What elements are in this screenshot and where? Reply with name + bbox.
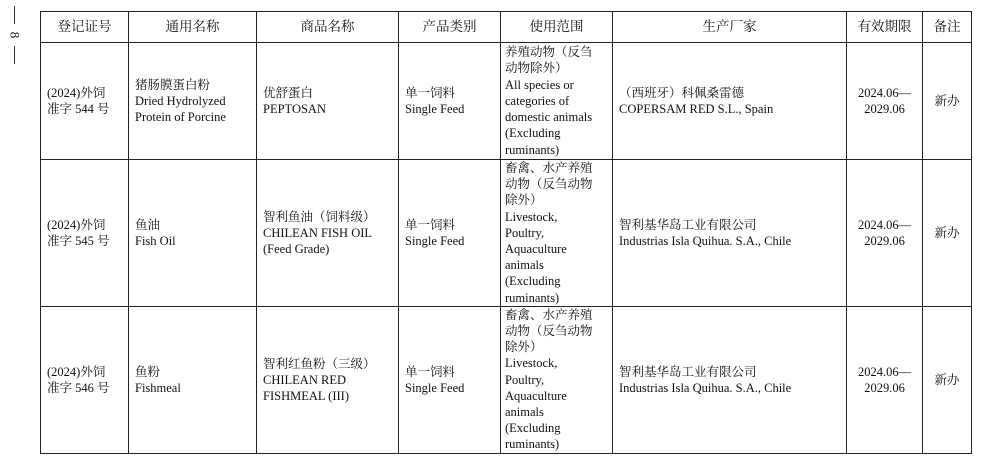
cell-generic-name: 猪肠膜蛋白粉 Dried Hydrolyzed Protein of Porcine (129, 43, 257, 160)
page-marker-bottom-rule (14, 46, 15, 64)
cell-category: 单一饲料 Single Feed (399, 160, 501, 307)
page-number: 8 (7, 31, 22, 39)
page-number-marker (6, 6, 22, 76)
cell-note: 新办 (923, 160, 972, 307)
table-row (41, 43, 972, 160)
cell-scope: 畜禽、水产养殖 动物（反刍动物 除外） Livestock, Poultry, Aquaculture animals (Excluding ruminants) (501, 306, 613, 453)
header-manufacturer: 生产厂家 (613, 12, 847, 43)
cell-generic-name: 鱼粉 Fishmeal (129, 306, 257, 453)
cell-generic-name: 鱼油 Fish Oil (129, 160, 257, 307)
cell-trade-name: 智利鱼油（饲料级） CHILEAN FISH OIL (Feed Grade) (257, 160, 399, 307)
header-reg-no: 登记证号 (41, 12, 129, 43)
table-header-row (41, 12, 972, 43)
cell-scope: 养殖动物（反刍 动物除外） All species or categories of domestic animals (Excluding ruminants) (501, 43, 613, 160)
cell-validity: 2024.06— 2029.06 (847, 160, 923, 307)
cell-note: 新办 (923, 306, 972, 453)
cell-manufacturer: 智利基华岛工业有限公司 Industrias Isla Quihua. S.A., Chile (613, 160, 847, 307)
cell-validity: 2024.06— 2029.06 (847, 43, 923, 160)
cell-reg-no: (2024)外饲 准字 546 号 (41, 306, 129, 453)
header-generic-name: 通用名称 (129, 12, 257, 43)
registration-table (40, 11, 972, 454)
cell-manufacturer: （西班牙）科佩桑雷德 COPERSAM RED S.L., Spain (613, 43, 847, 160)
cell-manufacturer: 智利基华岛工业有限公司 Industrias Isla Quihua. S.A., Chile (613, 306, 847, 453)
header-trade-name: 商品名称 (257, 12, 399, 43)
cell-trade-name: 智利红鱼粉（三级） CHILEAN RED FISHMEAL (III) (257, 306, 399, 453)
cell-category: 单一饲料 Single Feed (399, 43, 501, 160)
cell-validity: 2024.06— 2029.06 (847, 306, 923, 453)
header-note: 备注 (923, 12, 972, 43)
cell-scope: 畜禽、水产养殖 动物（反刍动物 除外） Livestock, Poultry, Aquaculture animals (Excluding ruminants) (501, 160, 613, 307)
cell-category: 单一饲料 Single Feed (399, 306, 501, 453)
header-validity: 有效期限 (847, 12, 923, 43)
cell-note: 新办 (923, 43, 972, 160)
header-category: 产品类别 (399, 12, 501, 43)
cell-reg-no: (2024)外饲 准字 544 号 (41, 43, 129, 160)
page-marker-top-rule (14, 6, 15, 24)
cell-reg-no: (2024)外饲 准字 545 号 (41, 160, 129, 307)
header-scope: 使用范围 (501, 12, 613, 43)
cell-trade-name: 优舒蛋白 PEPTOSAN (257, 43, 399, 160)
table-row (41, 160, 972, 307)
table-row (41, 306, 972, 453)
